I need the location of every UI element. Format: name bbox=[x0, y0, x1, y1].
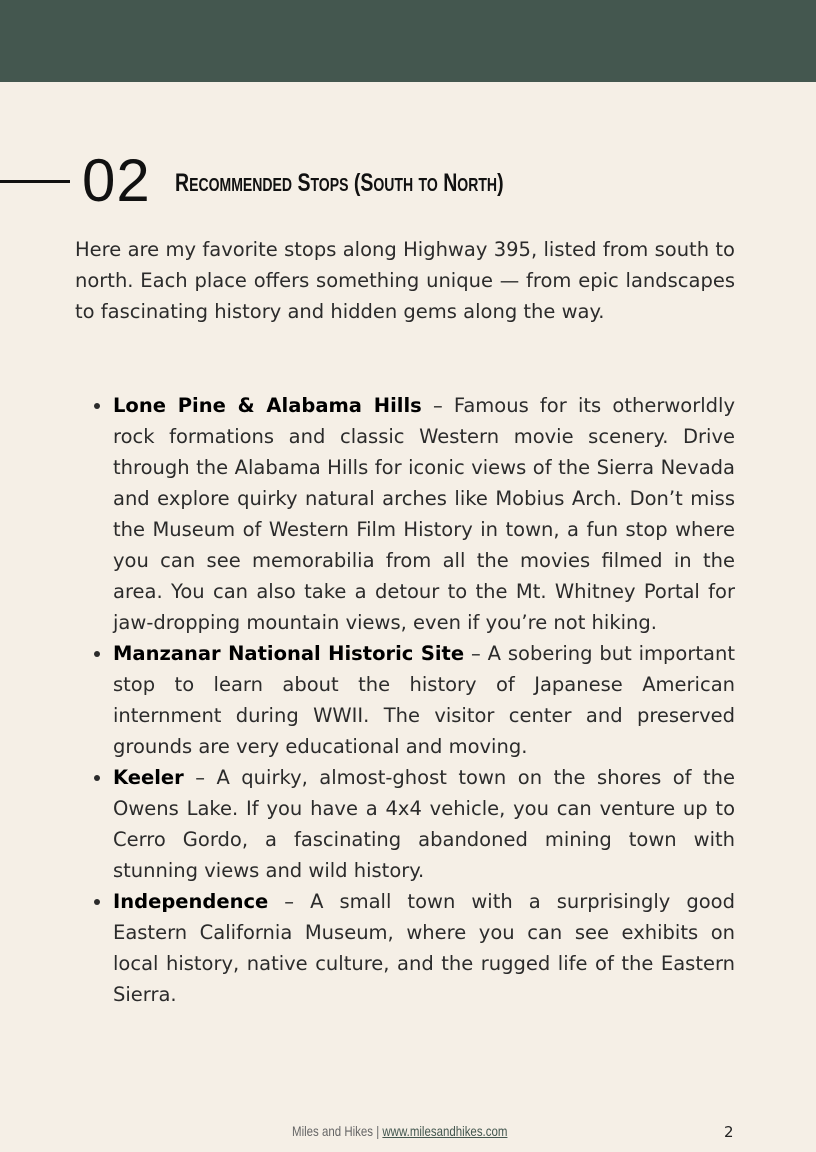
list-item bbox=[113, 638, 735, 762]
header-bar bbox=[0, 0, 816, 82]
list-item bbox=[113, 886, 735, 1010]
section-rule bbox=[0, 180, 70, 183]
footer-brand: Miles and Hikes | bbox=[292, 1123, 383, 1139]
stop-name: Keeler bbox=[113, 766, 184, 789]
stop-text: – Famous for its otherworldly rock formations and classic Western movie scenery. Drive through the Alabama Hills for iconic views of the Sierra Nevada and explore quirky natural arches like Mobius Arch. Don’t miss the Museum of Western Film History in town, a fun stop where you can see memorabilia from all the movies filmed in the area. You can also take a detour to the Mt. Whitney Portal for jaw-dropping mountain views, even if you’re not hiking. bbox=[113, 394, 735, 634]
stop-name: Independence bbox=[113, 890, 269, 913]
list-item bbox=[113, 390, 735, 638]
stop-text: – A small town with a surprisingly good Eastern California Museum, where you can see exhibits on local history, native culture, and the rugged life of the Eastern Sierra. bbox=[113, 890, 735, 1006]
intro-paragraph: Here are my favorite stops along Highway 395, listed from south to north. Each place offers something unique — from epic landscapes to fascinating history and hidden gems along the way. bbox=[75, 238, 735, 323]
stop-name: Manzanar National Historic Site bbox=[113, 642, 465, 665]
page-number: 2 bbox=[724, 1123, 734, 1141]
stop-name: Lone Pine & Alabama Hills bbox=[113, 394, 422, 417]
list-item bbox=[113, 762, 735, 886]
stop-text: – A sobering but important stop to learn about the history of Japanese American internment during WWII. The visitor center and preserved grounds are very educational and moving. bbox=[113, 642, 735, 758]
stop-text: – A quirky, almost-ghost town on the shores of the Owens Lake. If you have a 4x4 vehicle, you can venture up to Cerro Gordo, a fascinating abandoned mining town with stunning views and wild history. bbox=[113, 766, 735, 882]
footer bbox=[292, 1123, 507, 1139]
section-title: Recommended Stops (South to North) bbox=[175, 169, 504, 197]
footer-link[interactable]: www.milesandhikes.com bbox=[382, 1123, 508, 1139]
stops-list bbox=[75, 390, 735, 1010]
section-number: 02 bbox=[82, 147, 151, 214]
